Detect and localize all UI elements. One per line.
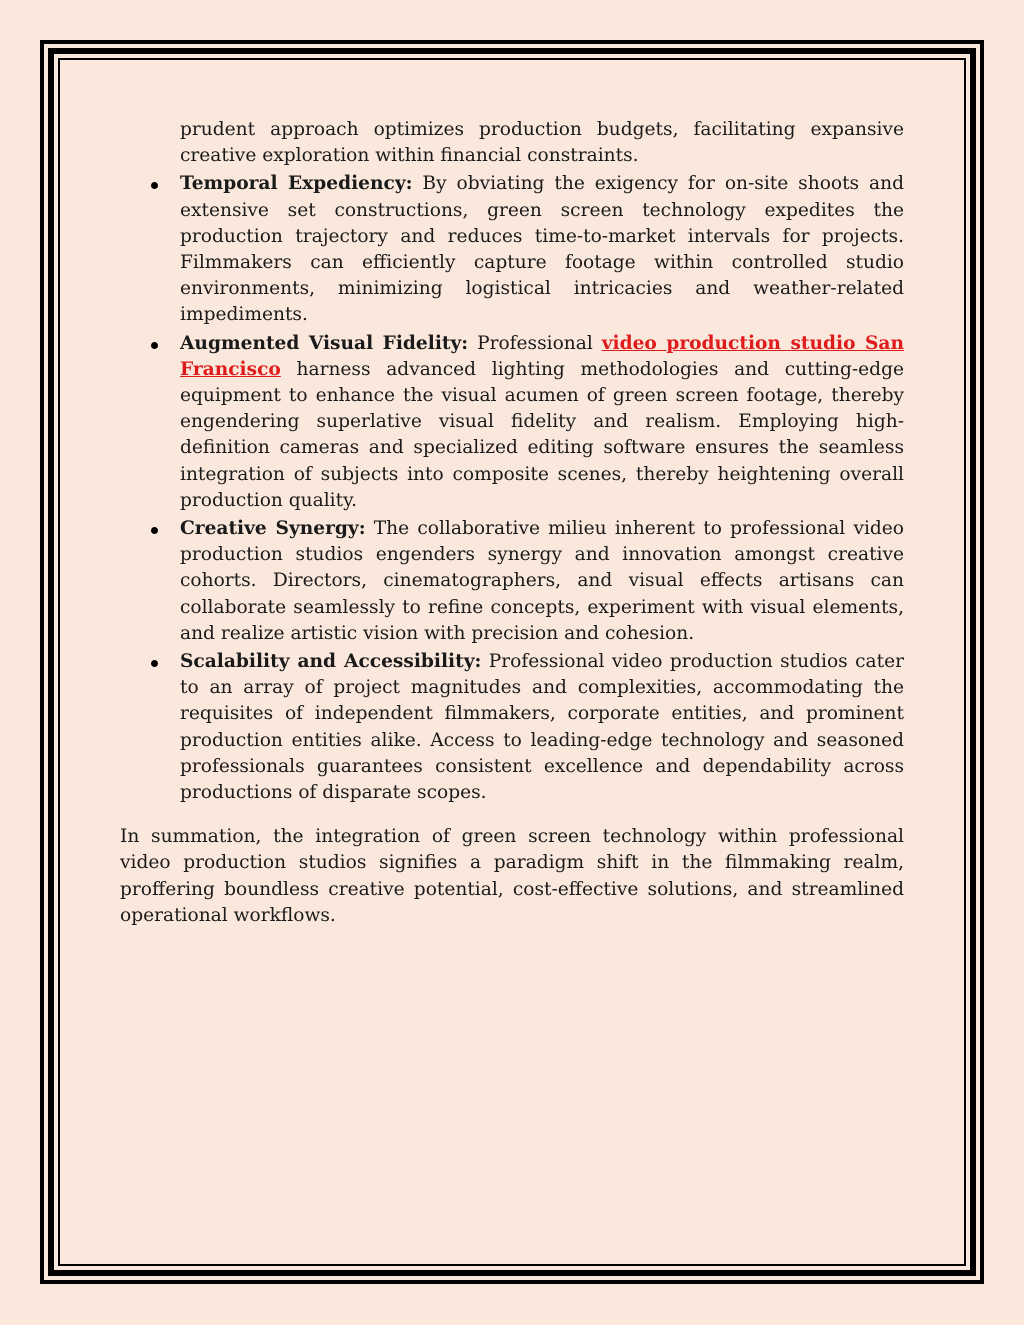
list-item-augmented-visual-fidelity (120, 331, 904, 514)
list-item-term: Scalability and Accessibility: (180, 651, 482, 673)
list-item-term: Creative Synergy: (180, 518, 366, 540)
list-item-temporal-expediency (120, 171, 904, 328)
list-item-term: Temporal Expediency: (180, 173, 413, 195)
benefits-list (120, 171, 904, 806)
summary-paragraph: In summation, the integration of green screen technology within professional video production studios signifies a paradigm shift in the filmmaking realm, proffering boundless creative potential, cost-effective solutions, and streamlined operational workflows. (120, 826, 904, 926)
bullet-icon (151, 527, 158, 534)
bullet-icon (151, 660, 158, 667)
list-item-scalability-accessibility (120, 649, 904, 806)
intro-continuation: prudent approach optimizes production budgets, facilitating expansive creative exploration within financial constraints. (180, 119, 904, 167)
list-item-text: harness advanced lighting methodologies and cutting-edge equipment to enhance the visual acumen of green screen footage, thereby engendering superlative visual fidelity and realism. Employing high-definition cameras and specialized editing software ensures the seamless integration of subjects into composite scenes, thereby heightening overall production quality. (180, 358, 904, 511)
list-item-text: The collaborative milieu inherent to professional video production studios engenders synergy and innovation amongst creative cohorts. Directors, cinematographers, and visual effects artisans can collaborate seamlessly to refine concepts, experiment with visual elements, and realize artistic vision with precision and cohesion. (180, 518, 904, 644)
bullet-icon (151, 182, 158, 189)
list-item-term: Augmented Visual Fidelity: (180, 332, 469, 354)
list-item-text: By obviating the exigency for on-site shoots and extensive set constructions, green screen technology expedites the production trajectory and reduces time-to-market intervals for projects. Filmmakers can efficiently capture footage within controlled studio environments, minimizing logistical intricacies and weather-related impediments. (180, 173, 904, 326)
list-item-text: Professional video production studios cater to an array of project magnitudes and complexities, accommodating the requisites of independent filmmakers, corporate entities, and prominent production entities alike. Access to leading-edge technology and seasoned professionals guarantees consistent excellence and dependability across productions of disparate scopes. (180, 651, 904, 804)
list-item-text: Professional (468, 332, 602, 354)
bullet-icon (151, 342, 158, 349)
list-item-creative-synergy (120, 516, 904, 647)
video-production-studio-link[interactable]: video production studio San Francisco (180, 332, 904, 380)
document-body (120, 117, 904, 929)
